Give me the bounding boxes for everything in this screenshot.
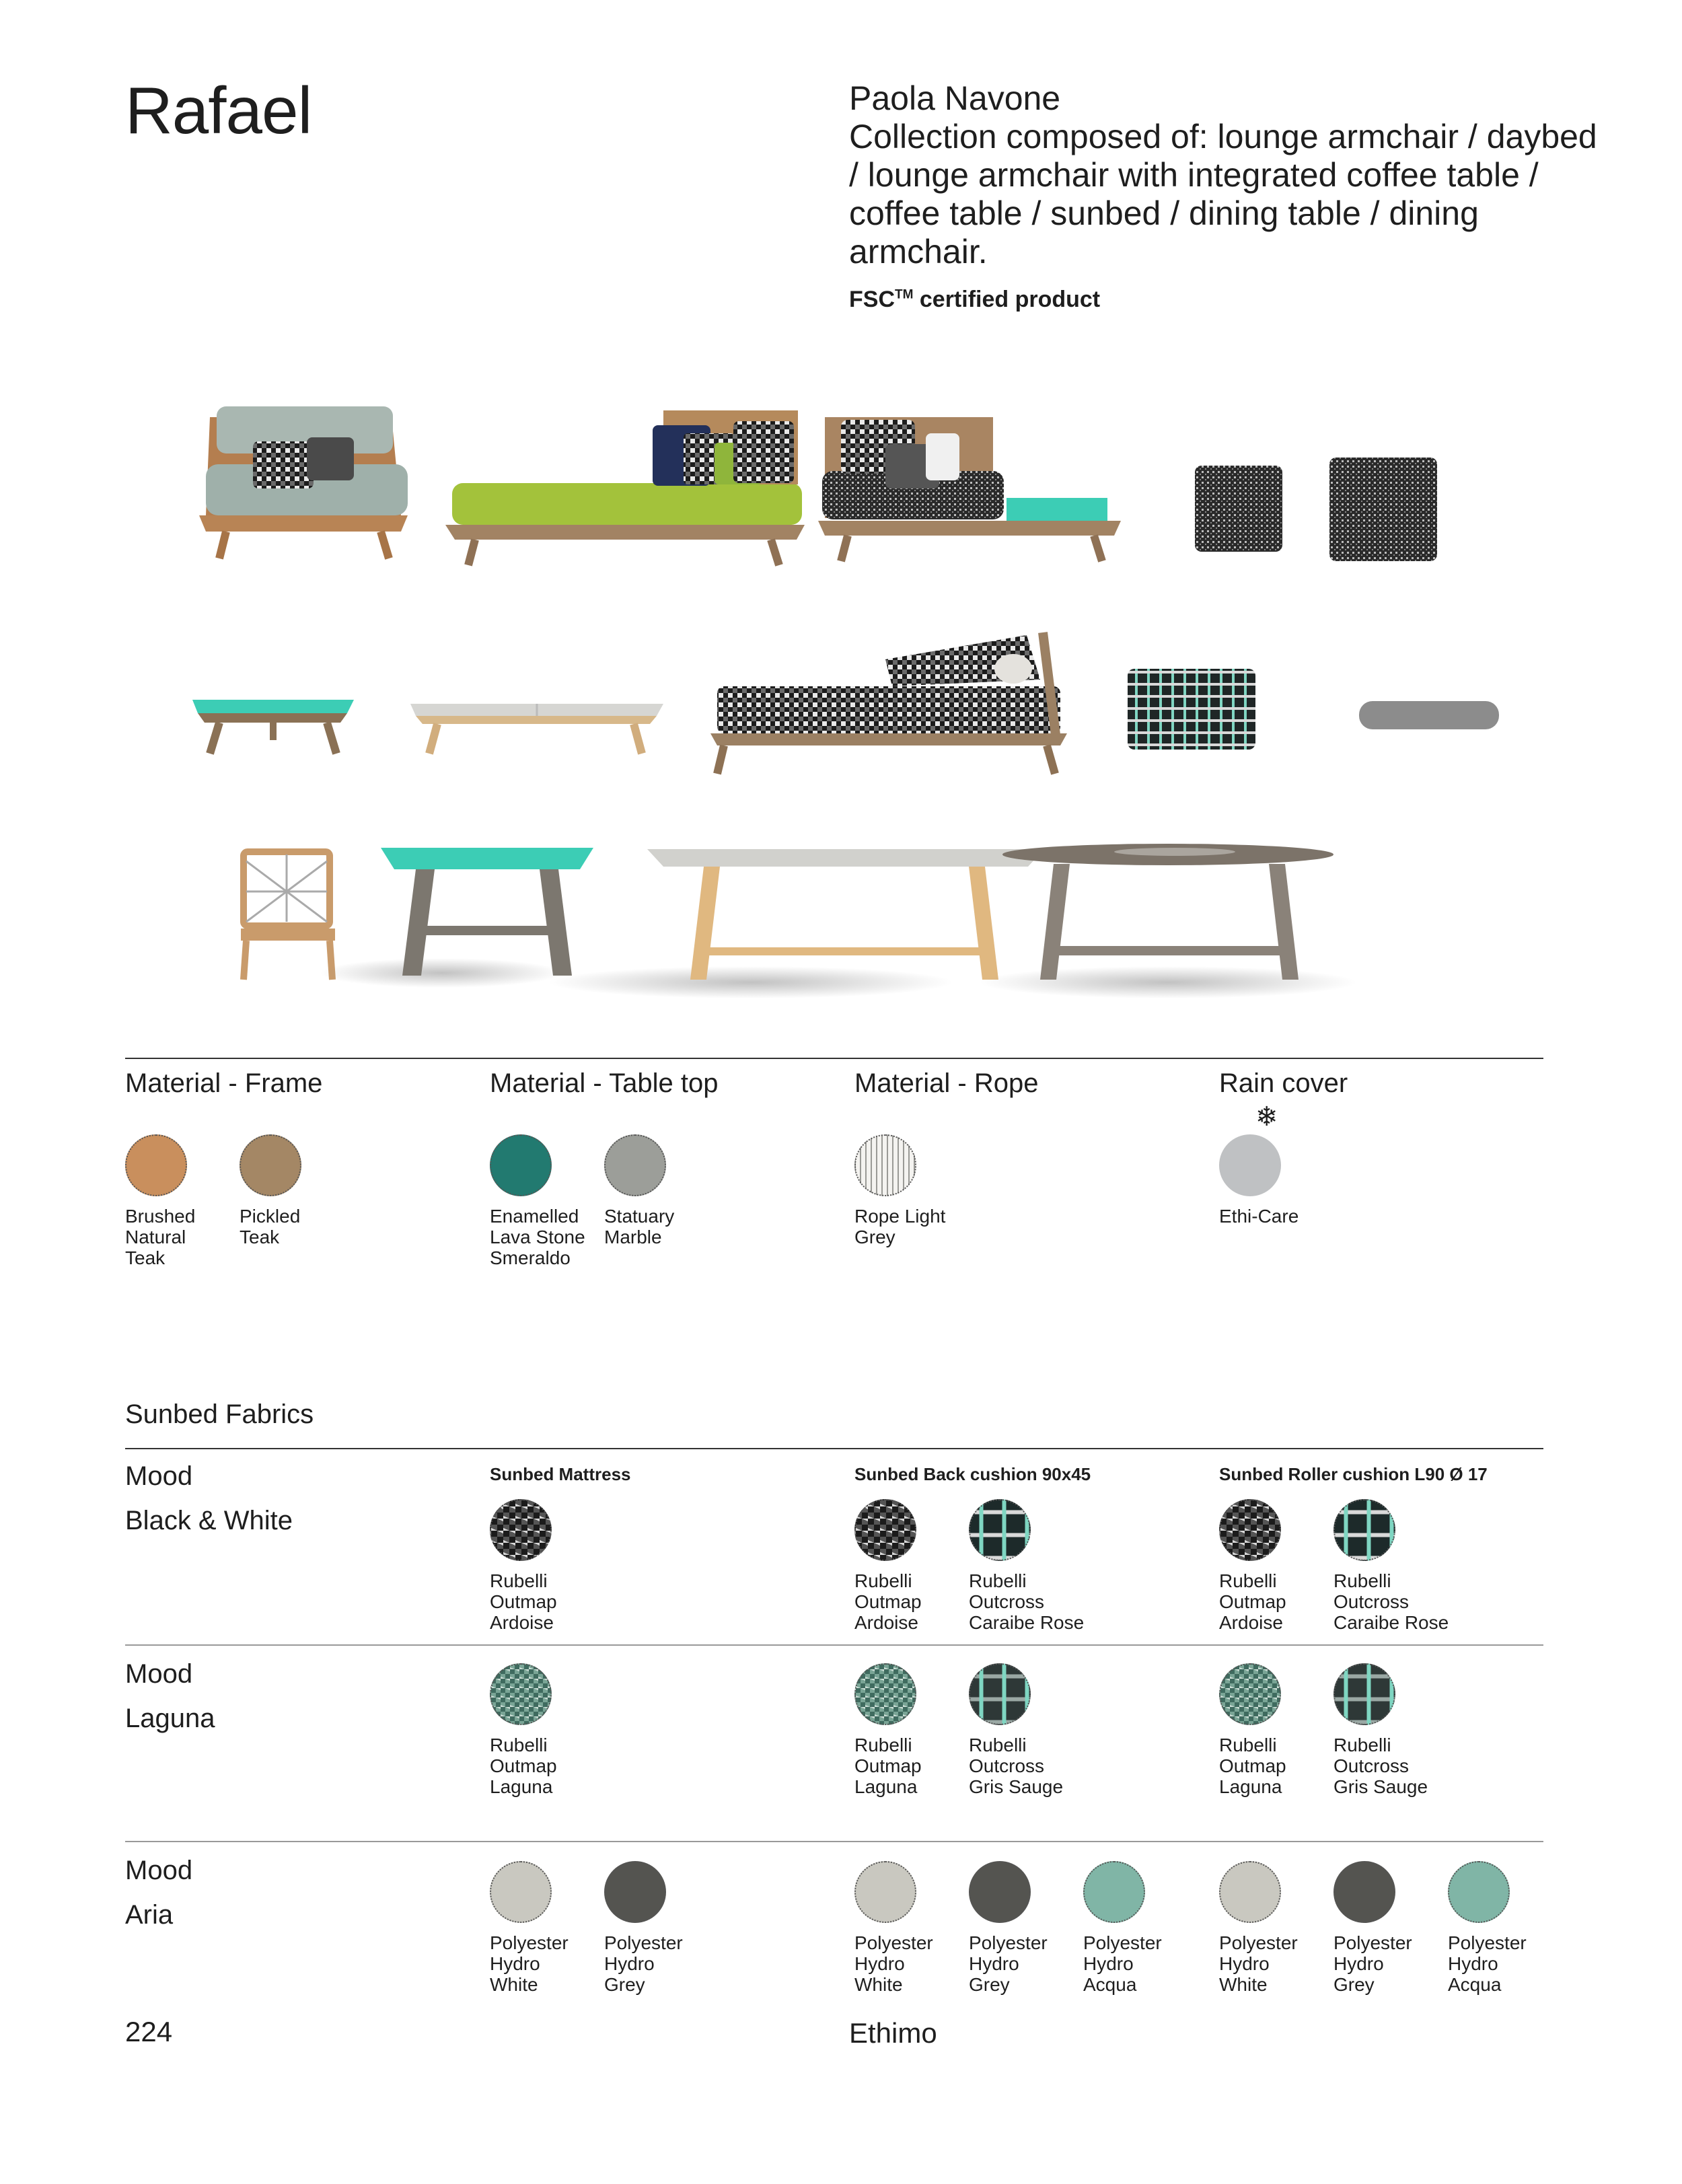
caption-hydro-acqua: Polyester Hydro Acqua [1448,1932,1527,1995]
swatch-hydro-acqua[interactable] [1448,1861,1510,1923]
rain-cover-label: Rain cover [1219,1068,1348,1098]
dining-table-enamelled-image [320,848,593,988]
caption-hydro-white: Polyester Hydro White [1219,1932,1298,1995]
caption-brushed-natural-teak: Brushed Natural Teak [125,1206,196,1268]
mood-label: Mood [125,1659,193,1689]
page-title: Rafael [125,73,312,147]
mood-label: Mood [125,1461,193,1491]
caption-statuary-marble: Statuary Marble [604,1206,675,1247]
caption-hydro-grey: Polyester Hydro Grey [1333,1932,1412,1995]
swatch-outcross-caraibe-rose[interactable] [969,1499,1031,1561]
round-dining-table-image [980,844,1356,998]
swatch-outmap-laguna[interactable] [490,1663,552,1725]
swatch-outcross-gris-sauge[interactable] [969,1663,1031,1725]
brand-name: Ethimo [849,2017,937,2049]
swatch-ethi-care[interactable] [1219,1134,1281,1196]
caption-hydro-grey: Polyester Hydro Grey [969,1932,1048,1995]
mood-name-black-white: Black & White [125,1506,293,1535]
swatch-brushed-natural-teak[interactable] [125,1134,187,1196]
cushion-small-image [1195,466,1282,552]
caption-outcross-gris-sauge: Rubelli Outcross Gris Sauge [1333,1735,1428,1797]
coffee-table-enamelled-image [192,700,354,754]
header-sunbed-mattress: Sunbed Mattress [490,1464,631,1484]
swatch-outmap-ardoise[interactable] [854,1499,916,1561]
caption-hydro-white: Polyester Hydro White [854,1932,933,1995]
roller-cushion-image [1359,701,1499,729]
material-tabletop-label: Material - Table top [490,1068,719,1098]
mood-divider [125,1841,1543,1842]
swatch-outmap-ardoise[interactable] [490,1499,552,1561]
swatch-outcross-gris-sauge[interactable] [1333,1663,1395,1725]
page-number: 224 [125,2016,173,2047]
caption-outmap-laguna: Rubelli Outmap Laguna [1219,1735,1286,1797]
dining-table-marble-image [549,849,1044,998]
coffee-table-marble-image [410,704,663,754]
caption-outmap-ardoise: Rubelli Outmap Ardoise [1219,1570,1286,1633]
material-frame-label: Material - Frame [125,1068,323,1098]
swatch-enamelled-lava-stone[interactable] [490,1134,552,1196]
caption-outcross-caraibe-rose: Rubelli Outcross Caraibe Rose [969,1570,1085,1633]
mood-name-laguna: Laguna [125,1704,215,1733]
swatch-outmap-laguna[interactable] [1219,1663,1281,1725]
caption-rope-light-grey: Rope Light Grey [854,1206,946,1247]
swatch-hydro-white[interactable] [1219,1861,1281,1923]
swatch-hydro-grey[interactable] [969,1861,1031,1923]
caption-hydro-white: Polyester Hydro White [490,1932,569,1995]
lounge-armchair-image [199,406,408,558]
back-cushion-image [1128,669,1255,750]
caption-outcross-gris-sauge: Rubelli Outcross Gris Sauge [969,1735,1064,1797]
swatch-outcross-caraibe-rose[interactable] [1333,1499,1395,1561]
header-sunbed-roller-cushion: Sunbed Roller cushion L90 Ø 17 [1219,1464,1488,1484]
caption-outmap-ardoise: Rubelli Outmap Ardoise [854,1570,922,1633]
swatch-hydro-white[interactable] [854,1861,916,1923]
snowflake-icon: ❄ [1255,1102,1278,1132]
caption-outmap-laguna: Rubelli Outmap Laguna [490,1735,557,1797]
caption-hydro-grey: Polyester Hydro Grey [604,1932,683,1995]
swatch-outmap-ardoise[interactable] [1219,1499,1281,1561]
caption-outmap-ardoise: Rubelli Outmap Ardoise [490,1570,557,1633]
cushion-large-image [1329,458,1437,561]
fsc-badge: FSC™ certified product [849,287,1101,312]
lounge-armchair-coffee-table-image [818,417,1121,561]
swatch-statuary-marble[interactable] [604,1134,666,1196]
fabrics-divider [125,1448,1543,1449]
mood-divider [125,1644,1543,1646]
material-rope-label: Material - Rope [854,1068,1039,1098]
swatch-pickled-teak[interactable] [240,1134,301,1196]
swatch-hydro-grey[interactable] [604,1861,666,1923]
swatch-outmap-laguna[interactable] [854,1663,916,1725]
caption-hydro-acqua: Polyester Hydro Acqua [1083,1932,1162,1995]
swatch-hydro-grey[interactable] [1333,1861,1395,1923]
caption-outmap-laguna: Rubelli Outmap Laguna [854,1735,922,1797]
mood-label: Mood [125,1856,193,1885]
swatch-hydro-acqua[interactable] [1083,1861,1145,1923]
swatch-hydro-white[interactable] [490,1861,552,1923]
daybed-image [445,410,805,565]
product-gallery [125,363,1543,1009]
dining-armchair-image [241,852,335,980]
header-sunbed-back-cushion: Sunbed Back cushion 90x45 [854,1464,1091,1484]
caption-outcross-caraibe-rose: Rubelli Outcross Caraibe Rose [1333,1570,1449,1633]
caption-ethi-care: Ethi-Care [1219,1206,1299,1227]
caption-enamelled-lava-stone: Enamelled Lava Stone Smeraldo [490,1206,585,1268]
sunbed-image [710,632,1067,774]
mood-name-aria: Aria [125,1900,174,1930]
designer-name: Paola Navone [849,79,1061,117]
materials-divider [125,1058,1543,1059]
sunbed-fabrics-title: Sunbed Fabrics [125,1399,314,1429]
caption-pickled-teak: Pickled Teak [240,1206,301,1247]
collection-description: Collection composed of: lounge armchair / daybed / lounge armchair with integrated coffee table / coffee table / sunbed / dining table / dining armchair. [849,118,1597,270]
swatch-rope-light-grey[interactable] [854,1134,916,1196]
